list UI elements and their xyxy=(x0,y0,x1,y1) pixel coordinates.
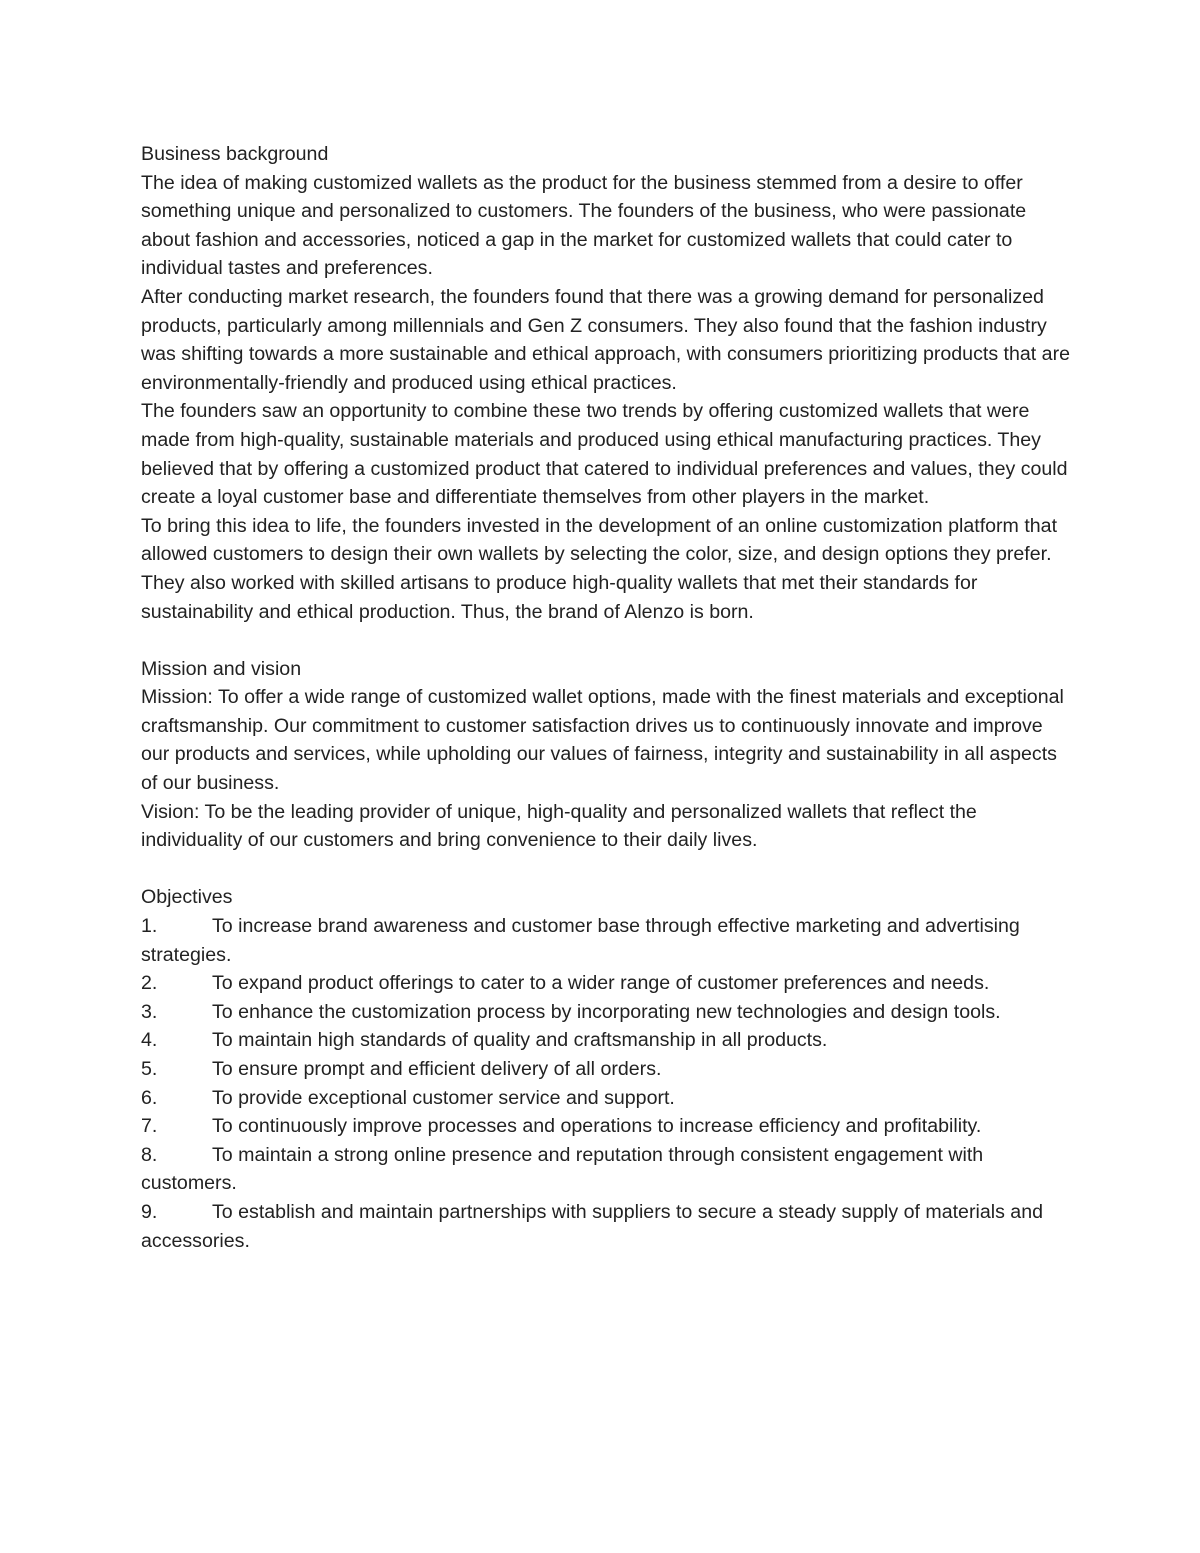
objective-number: 3. xyxy=(141,1000,158,1023)
objective-item xyxy=(141,1141,1071,1198)
business-background-paragraph: The founders saw an opportunity to combine these two trends by offering customized wallets that were made from high-quality, sustainable materials and produced using ethical manufacturing practices. They believed that by offering a customized product that catered to individual preferences and values, they could create a loyal customer base and differentiate themselves from other players in the market. xyxy=(141,400,1068,509)
business-background-paragraph: After conducting market research, the founders found that there was a growing demand for personalized products, particularly among millennials and Gen Z consumers. They also found that the fashion industry was shifting towards a more sustainable and ethical approach, with consumers prioritizing products that are environmentally-friendly and produced using ethical practices. xyxy=(141,285,1071,394)
objective-text: To maintain high standards of quality and craftsmanship in all products. xyxy=(212,1029,828,1052)
objective-number: 6. xyxy=(141,1086,158,1109)
objective-text: To establish and maintain partnerships with suppliers to secure a steady supply of materials and accessories. xyxy=(141,1200,1044,1252)
objective-number: 8. xyxy=(141,1143,158,1166)
vision-statement: Vision: To be the leading provider of unique, high-quality and personalized wallets that reflect the individuality of our customers and bring convenience to their daily lives. xyxy=(141,800,977,852)
objective-number: 7. xyxy=(141,1115,158,1138)
objective-text: To increase brand awareness and customer base through effective marketing and advertising strategies. xyxy=(141,915,1020,966)
objective-text: To maintain a strong online presence and reputation through consistent engagement with customers. xyxy=(141,1143,984,1195)
objective-number: 9. xyxy=(141,1200,158,1223)
objective-number: 4. xyxy=(141,1029,158,1052)
mission-statement: Mission: To offer a wide range of customized wallet options, made with the finest materials and exceptional craftsmanship. Our commitment to customer satisfaction drives us to continuously innovate and improve our products and services, while upholding our values of fairness, integrity and sustainability in all aspects of our business. xyxy=(141,686,1064,795)
business-background-paragraph: The idea of making customized wallets as the product for the business stemmed from a desire to offer something unique and personalized to customers. The founders of the business, who were passionate about fashion and accessories, noticed a gap in the market for customized wallets that could cater to individual tastes and preferences. xyxy=(141,171,1027,280)
objective-item xyxy=(141,1112,1071,1141)
business-background-paragraph: To bring this idea to life, the founders invested in the development of an online customization platform that allowed customers to design their own wallets by selecting the color, size, and design options they prefer. They also worked with skilled artisans to produce high-quality wallets that met their standards for sustainability and ethical production. Thus, the brand of Alenzo is born. xyxy=(141,514,1058,623)
objective-text: To enhance the customization process by incorporating new technologies and design tools. xyxy=(212,1000,1001,1023)
business-background-section xyxy=(141,140,1071,626)
objective-item xyxy=(141,969,1071,998)
objective-text: To provide exceptional customer service and support. xyxy=(212,1086,675,1109)
mission-vision-heading: Mission and vision xyxy=(141,657,302,680)
document-body xyxy=(141,140,1071,1255)
objective-item xyxy=(141,1026,1071,1055)
objective-text: To continuously improve processes and operations to increase efficiency and profitability. xyxy=(212,1115,982,1138)
section-spacer xyxy=(141,855,1071,884)
objective-text: To ensure prompt and efficient delivery of all orders. xyxy=(212,1058,662,1080)
objective-number: 2. xyxy=(141,972,158,995)
section-spacer xyxy=(141,626,1071,655)
objective-text: To expand product offerings to cater to a wider range of customer preferences and needs. xyxy=(212,972,990,995)
objective-item xyxy=(141,1198,1071,1255)
objective-item xyxy=(141,1084,1071,1113)
business-background-heading: Business background xyxy=(141,143,329,165)
objective-number: 5. xyxy=(141,1058,158,1080)
objective-item xyxy=(141,912,1071,969)
objective-item xyxy=(141,1055,1071,1084)
objectives-section xyxy=(141,883,1071,1255)
objective-number: 1. xyxy=(141,915,158,938)
objective-item xyxy=(141,998,1071,1027)
objectives-heading: Objectives xyxy=(141,886,233,909)
mission-vision-section xyxy=(141,655,1071,855)
